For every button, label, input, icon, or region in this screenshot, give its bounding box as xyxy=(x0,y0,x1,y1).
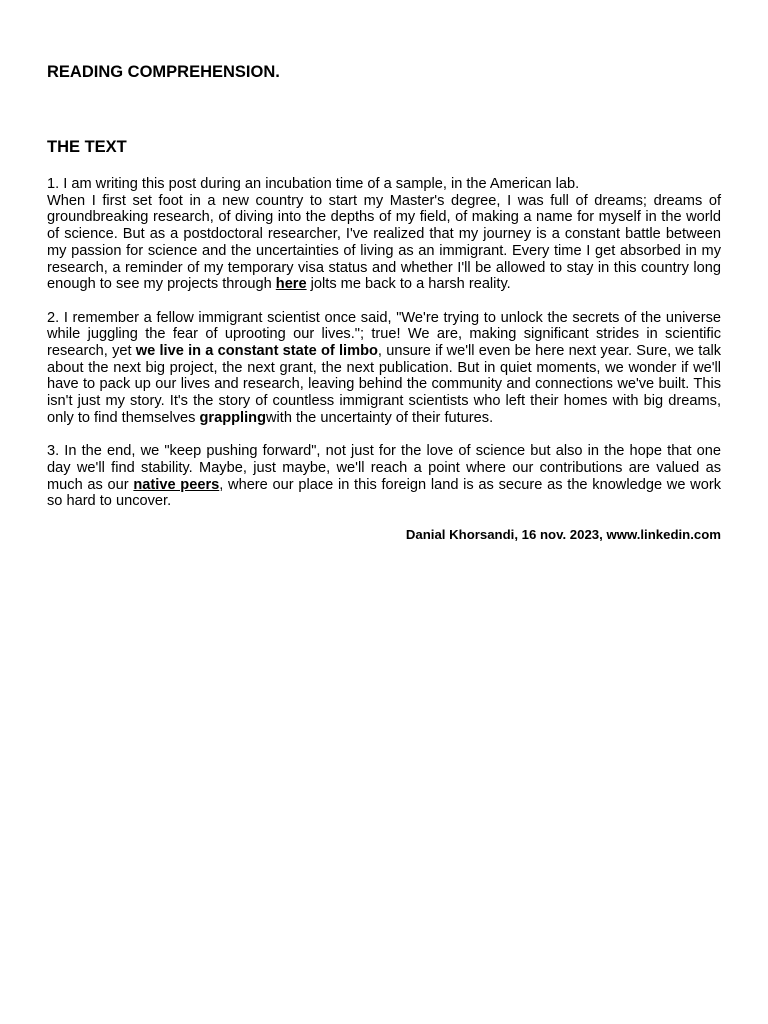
paragraph-1-text-b: jolts me back to a harsh reality. xyxy=(306,276,511,293)
paragraph-3-text-a: 3. In the end, we "keep pushing forward", not just for the love of science but also in the hope that one day we'll find stability. Maybe, just maybe, we'll reach a point where our contributions are valued as much as our xyxy=(47,443,721,493)
paragraph-1 xyxy=(47,176,721,293)
paragraph-3-text-b: , where our place in this foreign land is as secure as the knowledge we work so hard to uncover. xyxy=(47,476,721,510)
paragraph-2 xyxy=(47,310,721,427)
paragraph-2-text-a: 2. I remember a fellow immigrant scientist once said, "We're trying to unlock the secrets of the universe while juggling the fear of uprooting our lives."; true! We are, making significant strides in scientific research, yet xyxy=(47,309,721,360)
section-heading: THE TEXT xyxy=(47,138,127,156)
document-title: READING COMPREHENSION. xyxy=(47,63,280,81)
bold-phrase-limbo: we live in a constant state of limbo xyxy=(135,343,378,360)
author-signature: Danial Khorsandi, 16 nov. 2023, www.linkedin.com xyxy=(405,526,721,542)
paragraph-1-opening-line: 1. I am writing this post during an incubation time of a sample, in the American lab. xyxy=(47,176,580,192)
paragraph-1-text-a: When I first set foot in a new country to start my Master's degree, I was full of dreams; dreams of groundbreaking research, of diving into the depths of my field, of making a name for myself in the world of science. But as a postdoctoral researcher, I've realized that my journey is a constant battle between my passion for science and the uncertainties of living as an immigrant. Every time I get absorbed in my research, a reminder of my temporary visa status and whether I'll be allowed to stay in this country long enough to see my projects through xyxy=(47,192,721,293)
underlined-phrase-native-peers: native peers xyxy=(133,476,220,493)
paragraph-2-text-c: with the uncertainty of their futures. xyxy=(266,409,494,426)
paragraph-3 xyxy=(47,443,721,510)
bold-word-grappling: grappling xyxy=(199,409,266,426)
article-body xyxy=(47,176,721,543)
underlined-word-here: here xyxy=(275,276,307,293)
paragraph-2-text-b: , unsure if we'll even be here next year. Sure, we talk about the next big project, the next grant, the next publication. But in quiet moments, we wonder if we'll have to pack up our lives and research, leaving behind the community and connections we've built. This isn't just my story. It's the story of countless immigrant scientists who left their homes with big dreams, only to find themselves xyxy=(47,343,721,426)
